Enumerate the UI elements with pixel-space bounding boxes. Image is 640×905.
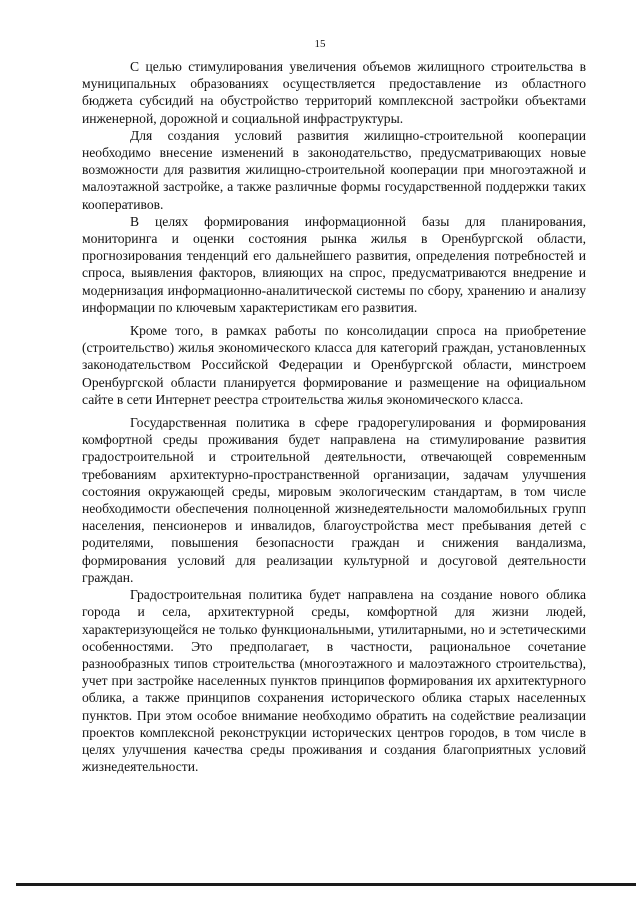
bottom-rule (16, 883, 636, 886)
page-number: 15 (314, 38, 326, 50)
paragraph-subsidies: С целью стимулирования увеличения объемов жилищного строительства в муниципальных образованиях осуществляется предоставление из областного бюджета субсидий на обустройство территорий комплексной застройки объектами инженерной, дорожной и социальной инфраструктуры. (82, 59, 586, 126)
paragraph-demand-consolidation: Кроме того, в рамках работы по консолидации спроса на приобретение (строительство) жилья экономического класса для категорий граждан, установленных законодательством Российской Федерации и Оренбургской области, минстроем Оренбургской области планируется формирование и размещение на официальном сайте в сети Интернет реестра строительства жилья экономического класса. (82, 323, 586, 407)
paragraph-cooperatives: Для создания условий развития жилищно-строительной кооперации необходимо внесение изменений в законодательство, предусматривающих новые возможности для развития жилищно-строительной кооперации при многоэтажной и малоэтажной застройке, а также различные формы государственной поддержки таких кооперативов. (82, 127, 586, 212)
paragraph-urban-planning: Градостроительная политика будет направлена на создание нового облика города и села, архитектурной среды, комфортной для жизни людей, характеризующейся не только функциональными, утилитарными, но и эстетическими особенностями. Это предполагает, в частности, рациональное сочетание разнообразных типов строительства (многоэтажного и малоэтажного строительства), учет при застройке населенных пунктов принципов формирования их архитектурного облика, а также принципов сохранения исторического облика старых населенных пунктов. При этом особое внимание необходимо обратить на содействие реализации проектов комплексной реконструкции исторических центров городов, в том числе в целях улучшения качества среды проживания и создания благоприятных условий жизнедеятельности. (82, 587, 586, 775)
paragraph-state-policy: Государственная политика в сфере градорегулирования и формирования комфортной среды проживания будет направлена на стимулирование развития градостроительной и строительной деятельности, отвечающей современным требованиям архитектурно-пространственной организации, задачам улучшения состояния окружающей среды, мировым экологическим стандартам, в том числе необходимости обеспечения полноценной жизнедеятельности маломобильных групп населения, пенсионеров и инвалидов, благоустройства мест пребывания детей с родителями, повышения безопасности граждан и снижения вандализма, формирования условий для реализации культурной и досуговой деятельности граждан. (82, 415, 586, 585)
paragraph-information-base: В целях формирования информационной базы для планирования, мониторинга и оценки состояния рынка жилья в Оренбургской области, прогнозирования тенденций его дальнейшего развития, определения потребностей и спроса, выявления факторов, влияющих на спрос, предусматриваются внедрение и модернизация информационно-аналитической системы по сбору, хранению и анализу информации по ключевым характеристикам его развития. (82, 213, 586, 315)
document-body (82, 58, 586, 775)
